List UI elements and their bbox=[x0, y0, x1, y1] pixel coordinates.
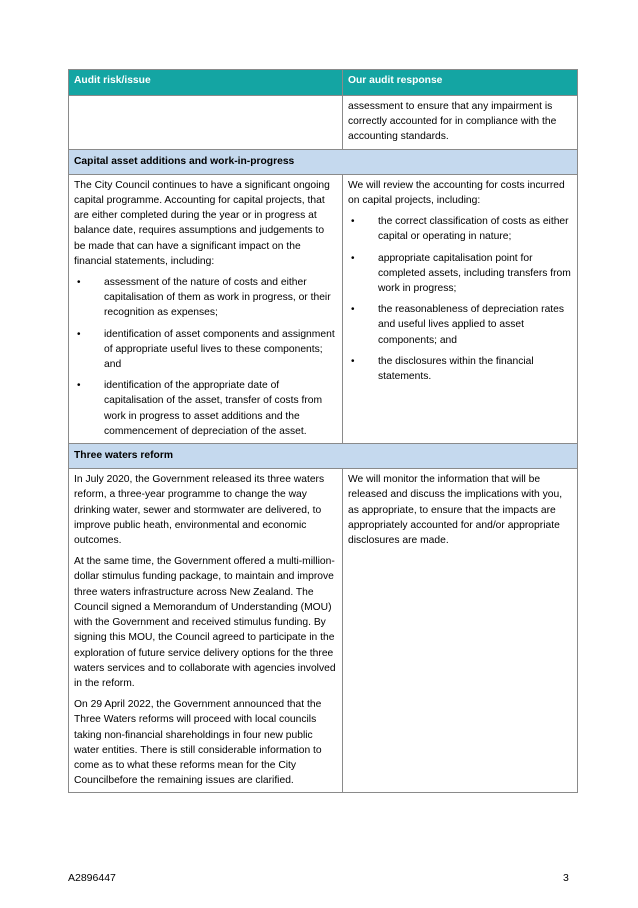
bullet-icon: • bbox=[77, 380, 81, 392]
header-audit-risk: Audit risk/issue bbox=[69, 70, 343, 96]
section-title-three-waters: Three waters reform bbox=[69, 444, 578, 469]
table-row-continued bbox=[69, 96, 578, 150]
list-item-text: appropriate capitalisation point for completed assets, including transfers from work in progress; bbox=[378, 252, 571, 295]
table-row-three-waters bbox=[69, 469, 578, 793]
capital-assets-response-list bbox=[348, 214, 572, 384]
list-item bbox=[74, 327, 337, 373]
list-item bbox=[74, 275, 337, 321]
list-item-text: assessment of the nature of costs and either capitalisation of them as work in progress, or their recognition as expenses; bbox=[104, 277, 331, 319]
section-header-row bbox=[69, 444, 578, 469]
list-item bbox=[348, 302, 572, 348]
section-header-row bbox=[69, 149, 578, 174]
bullet-icon: • bbox=[77, 328, 81, 340]
page-number: 3 bbox=[563, 872, 569, 884]
document-id: A2896447 bbox=[68, 872, 116, 884]
list-item-text: identification of asset components and assignment of appropriate useful lives to these components; and bbox=[104, 328, 335, 371]
three-waters-para-3: On 29 April 2022, the Government announced that the Three Waters reforms will proceed with local councils taking non-financial shareholdings in four new public water entities. There is still considerable information to come as to what these reforms mean for the City Councilbefore the remaining issues are clarified. bbox=[74, 699, 322, 787]
list-item bbox=[348, 251, 572, 297]
three-waters-risk-cell bbox=[69, 469, 343, 793]
table-header-row bbox=[69, 70, 578, 96]
bullet-icon: • bbox=[351, 304, 355, 316]
three-waters-response-cell bbox=[343, 469, 578, 793]
capital-assets-risk-intro: The City Council continues to have a significant ongoing capital programme. Accounting for capital projects, that are either completed during the year or in progress at balance date, requires assumptions and judgements to be made that can have a significant impact on the financial statements, including: bbox=[74, 179, 330, 267]
three-waters-response-text: We will monitor the information that will be released and discuss the implications with you, as appropriate, to ensure that the impacts are appropriately accounted for and/or appropriate disclosures are made. bbox=[348, 474, 563, 547]
list-item-text: the correct classification of costs as either capital or operating in nature; bbox=[378, 216, 569, 243]
continued-response-text: assessment to ensure that any impairment is correctly accounted for in compliance with the accounting standards. bbox=[348, 101, 557, 143]
bullet-icon: • bbox=[77, 277, 81, 289]
audit-risk-table bbox=[68, 69, 578, 793]
three-waters-para-1: In July 2020, the Government released its three waters reform, a three-year programme to change the way drinking water, sewer and stormwater are delivered, to improve public heath, environmental and economic outcomes. bbox=[74, 474, 325, 547]
list-item bbox=[348, 214, 572, 244]
list-item-text: the reasonableness of depreciation rates and useful lives applied to asset components; and bbox=[378, 304, 565, 346]
continued-left-cell bbox=[69, 96, 343, 150]
bullet-icon: • bbox=[351, 252, 355, 264]
capital-assets-risk-list bbox=[74, 275, 337, 439]
header-audit-response: Our audit response bbox=[343, 70, 578, 96]
section-title-capital-assets: Capital asset additions and work-in-progress bbox=[69, 149, 578, 174]
continued-right-cell bbox=[343, 96, 578, 150]
list-item-text: identification of the appropriate date of capitalisation of the asset, transfer of costs from work in progress to asset additions and the commencement of depreciation of the asset. bbox=[104, 380, 323, 437]
capital-assets-risk-cell bbox=[69, 174, 343, 443]
capital-assets-response-intro: We will review the accounting for costs incurred on capital projects, including: bbox=[348, 179, 565, 207]
bullet-icon: • bbox=[351, 355, 355, 367]
list-item-text: the disclosures within the financial statements. bbox=[378, 355, 534, 383]
table-row-capital-assets bbox=[69, 174, 578, 443]
list-item bbox=[348, 354, 572, 384]
list-item bbox=[74, 378, 337, 439]
bullet-icon: • bbox=[351, 216, 355, 228]
three-waters-para-2: At the same time, the Government offered a multi-million-dollar stimulus funding package, to maintain and improve three waters infrastructure across New Zealand. The Council signed a Memorandum of Understanding (MOU) with the Government and received stimulus funding. By signing this MOU, the Council agreed to participate in the exploration of future service delivery options for the three waters services and to collaborate with agencies involved in the reform. bbox=[74, 556, 336, 689]
capital-assets-response-cell bbox=[343, 174, 578, 443]
